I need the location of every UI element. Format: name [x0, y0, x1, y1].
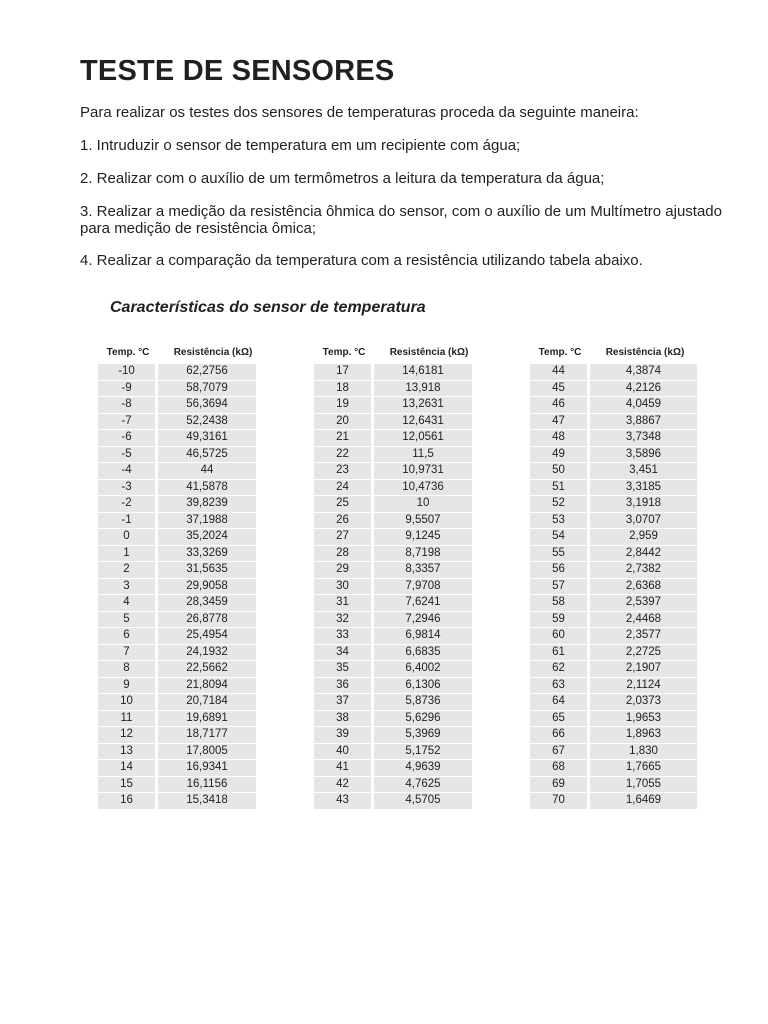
temp-cell: -10	[98, 364, 155, 381]
resistance-cell: 8,3357	[374, 562, 472, 579]
resistance-cell: 3,0707	[590, 513, 697, 530]
table-row	[314, 694, 484, 711]
table-row	[530, 694, 700, 711]
table-header	[314, 340, 484, 364]
resistance-cell: 2,1907	[590, 661, 697, 678]
header-temp: Temp. °C	[322, 346, 366, 358]
temp-cell: 0	[98, 529, 155, 546]
temp-cell: 62	[530, 661, 587, 678]
temp-cell: 45	[530, 381, 587, 398]
resistance-cell: 46,5725	[158, 447, 256, 464]
table-row	[530, 364, 700, 381]
table-rows	[314, 364, 484, 810]
resistance-cell: 62,2756	[158, 364, 256, 381]
temp-cell: 24	[314, 480, 371, 497]
temp-cell: 10	[98, 694, 155, 711]
table-row	[530, 480, 700, 497]
table-row	[314, 463, 484, 480]
table-row	[530, 414, 700, 431]
table-row	[314, 562, 484, 579]
temp-cell: 48	[530, 430, 587, 447]
temp-cell: 69	[530, 777, 587, 794]
step-1: 1. Intruduzir o sensor de temperatura em um recipiente com água;	[80, 137, 521, 154]
table-row	[530, 513, 700, 530]
temp-cell: 50	[530, 463, 587, 480]
temp-cell: 29	[314, 562, 371, 579]
temp-cell: 47	[530, 414, 587, 431]
step-2: 2. Realizar com o auxílio de um termômetros a leitura da temperatura da água;	[80, 170, 605, 187]
table-row	[314, 727, 484, 744]
temp-cell: -6	[98, 430, 155, 447]
temp-cell: 26	[314, 513, 371, 530]
resistance-cell: 25,4954	[158, 628, 256, 645]
resistance-cell: 56,3694	[158, 397, 256, 414]
resistance-cell: 17,8005	[158, 744, 256, 761]
table-row	[98, 430, 268, 447]
resistance-cell: 2,2725	[590, 645, 697, 662]
table-row	[98, 496, 268, 513]
resistance-cell: 26,8778	[158, 612, 256, 629]
temp-cell: 64	[530, 694, 587, 711]
table-row	[314, 744, 484, 761]
temp-cell: -5	[98, 447, 155, 464]
resistance-cell: 16,1156	[158, 777, 256, 794]
resistance-cell: 18,7177	[158, 727, 256, 744]
temp-cell: 7	[98, 645, 155, 662]
resistance-cell: 52,2438	[158, 414, 256, 431]
temp-cell: 57	[530, 579, 587, 596]
table-row	[98, 595, 268, 612]
intro-paragraph: Para realizar os testes dos sensores de temperaturas proceda da seguinte maneira:	[80, 104, 639, 121]
resistance-cell: 14,6181	[374, 364, 472, 381]
table-row	[530, 777, 700, 794]
resistance-cell: 12,6431	[374, 414, 472, 431]
table-row	[98, 744, 268, 761]
table-row	[530, 381, 700, 398]
table-row	[530, 727, 700, 744]
table-row	[314, 430, 484, 447]
table-row	[98, 727, 268, 744]
resistance-cell: 7,9708	[374, 579, 472, 596]
resistance-cell: 1,830	[590, 744, 697, 761]
temp-cell: 28	[314, 546, 371, 563]
temp-cell: 13	[98, 744, 155, 761]
resistance-cell: 19,6891	[158, 711, 256, 728]
temp-cell: 5	[98, 612, 155, 629]
resistance-cell: 20,7184	[158, 694, 256, 711]
temp-cell: 67	[530, 744, 587, 761]
table-row	[314, 414, 484, 431]
resistance-cell: 6,4002	[374, 661, 472, 678]
resistance-cell: 7,6241	[374, 595, 472, 612]
table-row	[314, 381, 484, 398]
table-row	[98, 381, 268, 398]
table-title: Características do sensor de temperatura	[110, 299, 426, 316]
page-title: TESTE DE SENSORES	[80, 55, 395, 87]
temp-cell: 6	[98, 628, 155, 645]
resistance-cell: 28,3459	[158, 595, 256, 612]
resistance-cell: 4,0459	[590, 397, 697, 414]
temp-cell: 37	[314, 694, 371, 711]
resistance-cell: 37,1988	[158, 513, 256, 530]
table-column-group-2	[314, 340, 484, 810]
resistance-cell: 5,3969	[374, 727, 472, 744]
temp-cell: 35	[314, 661, 371, 678]
resistance-cell: 4,7625	[374, 777, 472, 794]
temp-cell: 65	[530, 711, 587, 728]
resistance-cell: 2,1124	[590, 678, 697, 695]
table-row	[314, 711, 484, 728]
table-row	[530, 612, 700, 629]
resistance-cell: 11,5	[374, 447, 472, 464]
table-row	[314, 595, 484, 612]
table-row	[314, 447, 484, 464]
temp-cell: -7	[98, 414, 155, 431]
table-row	[314, 661, 484, 678]
temp-cell: 22	[314, 447, 371, 464]
resistance-cell: 33,3269	[158, 546, 256, 563]
header-temp: Temp. °C	[538, 346, 582, 358]
table-row	[98, 414, 268, 431]
table-row	[98, 529, 268, 546]
table-header	[98, 340, 268, 364]
table-row	[314, 397, 484, 414]
temp-cell: 23	[314, 463, 371, 480]
table-row	[314, 579, 484, 596]
table-row	[98, 546, 268, 563]
temp-cell: 15	[98, 777, 155, 794]
temp-cell: 33	[314, 628, 371, 645]
resistance-cell: 6,6835	[374, 645, 472, 662]
table-row	[98, 579, 268, 596]
temp-cell: 16	[98, 793, 155, 810]
step-3: 3. Realizar a medição da resistência ôhmica do sensor, com o auxílio de um Multímetro ajustado para medição de resistência ômica;	[80, 203, 722, 237]
resistance-cell: 2,7382	[590, 562, 697, 579]
resistance-cell: 2,0373	[590, 694, 697, 711]
table-row	[98, 760, 268, 777]
resistance-cell: 22,5662	[158, 661, 256, 678]
resistance-cell: 4,3874	[590, 364, 697, 381]
table-row	[98, 694, 268, 711]
table-row	[530, 562, 700, 579]
table-row	[530, 678, 700, 695]
resistance-cell: 21,8094	[158, 678, 256, 695]
table-row	[530, 579, 700, 596]
temp-cell: -9	[98, 381, 155, 398]
table-row	[98, 447, 268, 464]
temp-cell: 36	[314, 678, 371, 695]
resistance-cell: 2,6368	[590, 579, 697, 596]
resistance-cell: 8,7198	[374, 546, 472, 563]
temp-cell: -1	[98, 513, 155, 530]
temp-cell: 4	[98, 595, 155, 612]
temp-cell: 39	[314, 727, 371, 744]
table-row	[530, 430, 700, 447]
temp-cell: 9	[98, 678, 155, 695]
table-row	[530, 744, 700, 761]
resistance-cell: 9,5507	[374, 513, 472, 530]
resistance-cell: 2,4468	[590, 612, 697, 629]
table-row	[314, 760, 484, 777]
table-row	[314, 496, 484, 513]
table-row	[98, 480, 268, 497]
temp-cell: -8	[98, 397, 155, 414]
temp-cell: 54	[530, 529, 587, 546]
table-row	[530, 447, 700, 464]
resistance-cell: 1,7055	[590, 777, 697, 794]
table-row	[314, 364, 484, 381]
table-row	[530, 595, 700, 612]
table-row	[98, 711, 268, 728]
resistance-cell: 16,9341	[158, 760, 256, 777]
temp-cell: 2	[98, 562, 155, 579]
temp-cell: 41	[314, 760, 371, 777]
table-row	[98, 513, 268, 530]
table-row	[530, 628, 700, 645]
temp-cell: 30	[314, 579, 371, 596]
temp-cell: 38	[314, 711, 371, 728]
resistance-cell: 12,0561	[374, 430, 472, 447]
temp-cell: 59	[530, 612, 587, 629]
temp-cell: 25	[314, 496, 371, 513]
resistance-cell: 2,8442	[590, 546, 697, 563]
temp-cell: 46	[530, 397, 587, 414]
temp-cell: 66	[530, 727, 587, 744]
temp-cell: 51	[530, 480, 587, 497]
table-row	[98, 562, 268, 579]
resistance-cell: 10	[374, 496, 472, 513]
header-temp: Temp. °C	[106, 346, 150, 358]
temp-cell: 63	[530, 678, 587, 695]
resistance-cell: 7,2946	[374, 612, 472, 629]
resistance-cell: 31,5635	[158, 562, 256, 579]
table-row	[314, 777, 484, 794]
resistance-cell: 35,2024	[158, 529, 256, 546]
temp-cell: 34	[314, 645, 371, 662]
resistance-cell: 13,2631	[374, 397, 472, 414]
temp-cell: 58	[530, 595, 587, 612]
temp-cell: 21	[314, 430, 371, 447]
table-column-group-1	[98, 340, 268, 810]
resistance-cell: 5,1752	[374, 744, 472, 761]
table-row	[314, 529, 484, 546]
header-resistance: Resistência (kΩ)	[389, 346, 469, 358]
temp-cell: 3	[98, 579, 155, 596]
temp-cell: 32	[314, 612, 371, 629]
resistance-cell: 9,1245	[374, 529, 472, 546]
temp-cell: 52	[530, 496, 587, 513]
table-row	[314, 513, 484, 530]
resistance-cell: 49,3161	[158, 430, 256, 447]
resistance-cell: 10,9731	[374, 463, 472, 480]
table-row	[314, 793, 484, 810]
table-row	[98, 397, 268, 414]
resistance-cell: 3,8867	[590, 414, 697, 431]
temp-cell: 40	[314, 744, 371, 761]
temp-cell: 60	[530, 628, 587, 645]
resistance-cell: 4,2126	[590, 381, 697, 398]
temp-cell: 53	[530, 513, 587, 530]
temp-cell: 56	[530, 562, 587, 579]
table-header	[530, 340, 700, 364]
temp-cell: 43	[314, 793, 371, 810]
temp-cell: 61	[530, 645, 587, 662]
table-row	[98, 793, 268, 810]
resistance-cell: 6,9814	[374, 628, 472, 645]
resistance-cell: 13,918	[374, 381, 472, 398]
resistance-cell: 6,1306	[374, 678, 472, 695]
temp-cell: -4	[98, 463, 155, 480]
resistance-cell: 4,9639	[374, 760, 472, 777]
table-row	[314, 678, 484, 695]
resistance-cell: 3,7348	[590, 430, 697, 447]
resistance-cell: 58,7079	[158, 381, 256, 398]
header-resistance: Resistência (kΩ)	[173, 346, 253, 358]
resistance-cell: 44	[158, 463, 256, 480]
table-row	[530, 793, 700, 810]
temp-cell: 42	[314, 777, 371, 794]
table-row	[98, 661, 268, 678]
temp-cell: 31	[314, 595, 371, 612]
table-column-group-3	[530, 340, 700, 810]
temp-cell: 11	[98, 711, 155, 728]
temp-cell: 49	[530, 447, 587, 464]
temp-cell: 19	[314, 397, 371, 414]
table-row	[98, 645, 268, 662]
table-rows	[98, 364, 268, 810]
resistance-cell: 5,6296	[374, 711, 472, 728]
temp-cell: 55	[530, 546, 587, 563]
temp-cell: 14	[98, 760, 155, 777]
resistance-cell: 24,1932	[158, 645, 256, 662]
temp-cell: 70	[530, 793, 587, 810]
temp-cell: 17	[314, 364, 371, 381]
resistance-cell: 2,959	[590, 529, 697, 546]
table-row	[530, 760, 700, 777]
resistance-cell: 3,3185	[590, 480, 697, 497]
table-row	[98, 678, 268, 695]
resistance-cell: 1,7665	[590, 760, 697, 777]
resistance-cell: 41,5878	[158, 480, 256, 497]
temp-cell: 44	[530, 364, 587, 381]
table-row	[530, 711, 700, 728]
table-row	[530, 463, 700, 480]
resistance-cell: 4,5705	[374, 793, 472, 810]
table-row	[530, 496, 700, 513]
resistance-cell: 10,4736	[374, 480, 472, 497]
resistance-cell: 5,8736	[374, 694, 472, 711]
temp-cell: 27	[314, 529, 371, 546]
resistance-cell: 15,3418	[158, 793, 256, 810]
temp-cell: -2	[98, 496, 155, 513]
table-row	[530, 645, 700, 662]
table-row	[98, 612, 268, 629]
table-row	[98, 777, 268, 794]
table-row	[530, 661, 700, 678]
table-row	[314, 612, 484, 629]
temp-cell: 20	[314, 414, 371, 431]
resistance-cell: 39,8239	[158, 496, 256, 513]
header-resistance: Resistência (kΩ)	[605, 346, 685, 358]
table-row	[98, 364, 268, 381]
table-row	[530, 529, 700, 546]
table-rows	[530, 364, 700, 810]
resistance-cell: 2,5397	[590, 595, 697, 612]
table-row	[314, 546, 484, 563]
table-row	[530, 546, 700, 563]
temp-cell: -3	[98, 480, 155, 497]
resistance-cell: 3,451	[590, 463, 697, 480]
resistance-cell: 1,8963	[590, 727, 697, 744]
resistance-cell: 1,9653	[590, 711, 697, 728]
table-row	[314, 480, 484, 497]
step-4: 4. Realizar a comparação da temperatura com a resistência utilizando tabela abaixo.	[80, 252, 643, 269]
resistance-cell: 1,6469	[590, 793, 697, 810]
temp-cell: 1	[98, 546, 155, 563]
table-row	[314, 645, 484, 662]
temp-cell: 8	[98, 661, 155, 678]
resistance-cell: 2,3577	[590, 628, 697, 645]
temp-cell: 18	[314, 381, 371, 398]
table-row	[98, 463, 268, 480]
temp-cell: 12	[98, 727, 155, 744]
temp-cell: 68	[530, 760, 587, 777]
table-row	[98, 628, 268, 645]
table-row	[314, 628, 484, 645]
table-row	[530, 397, 700, 414]
resistance-cell: 3,5896	[590, 447, 697, 464]
resistance-cell: 29,9058	[158, 579, 256, 596]
resistance-cell: 3,1918	[590, 496, 697, 513]
